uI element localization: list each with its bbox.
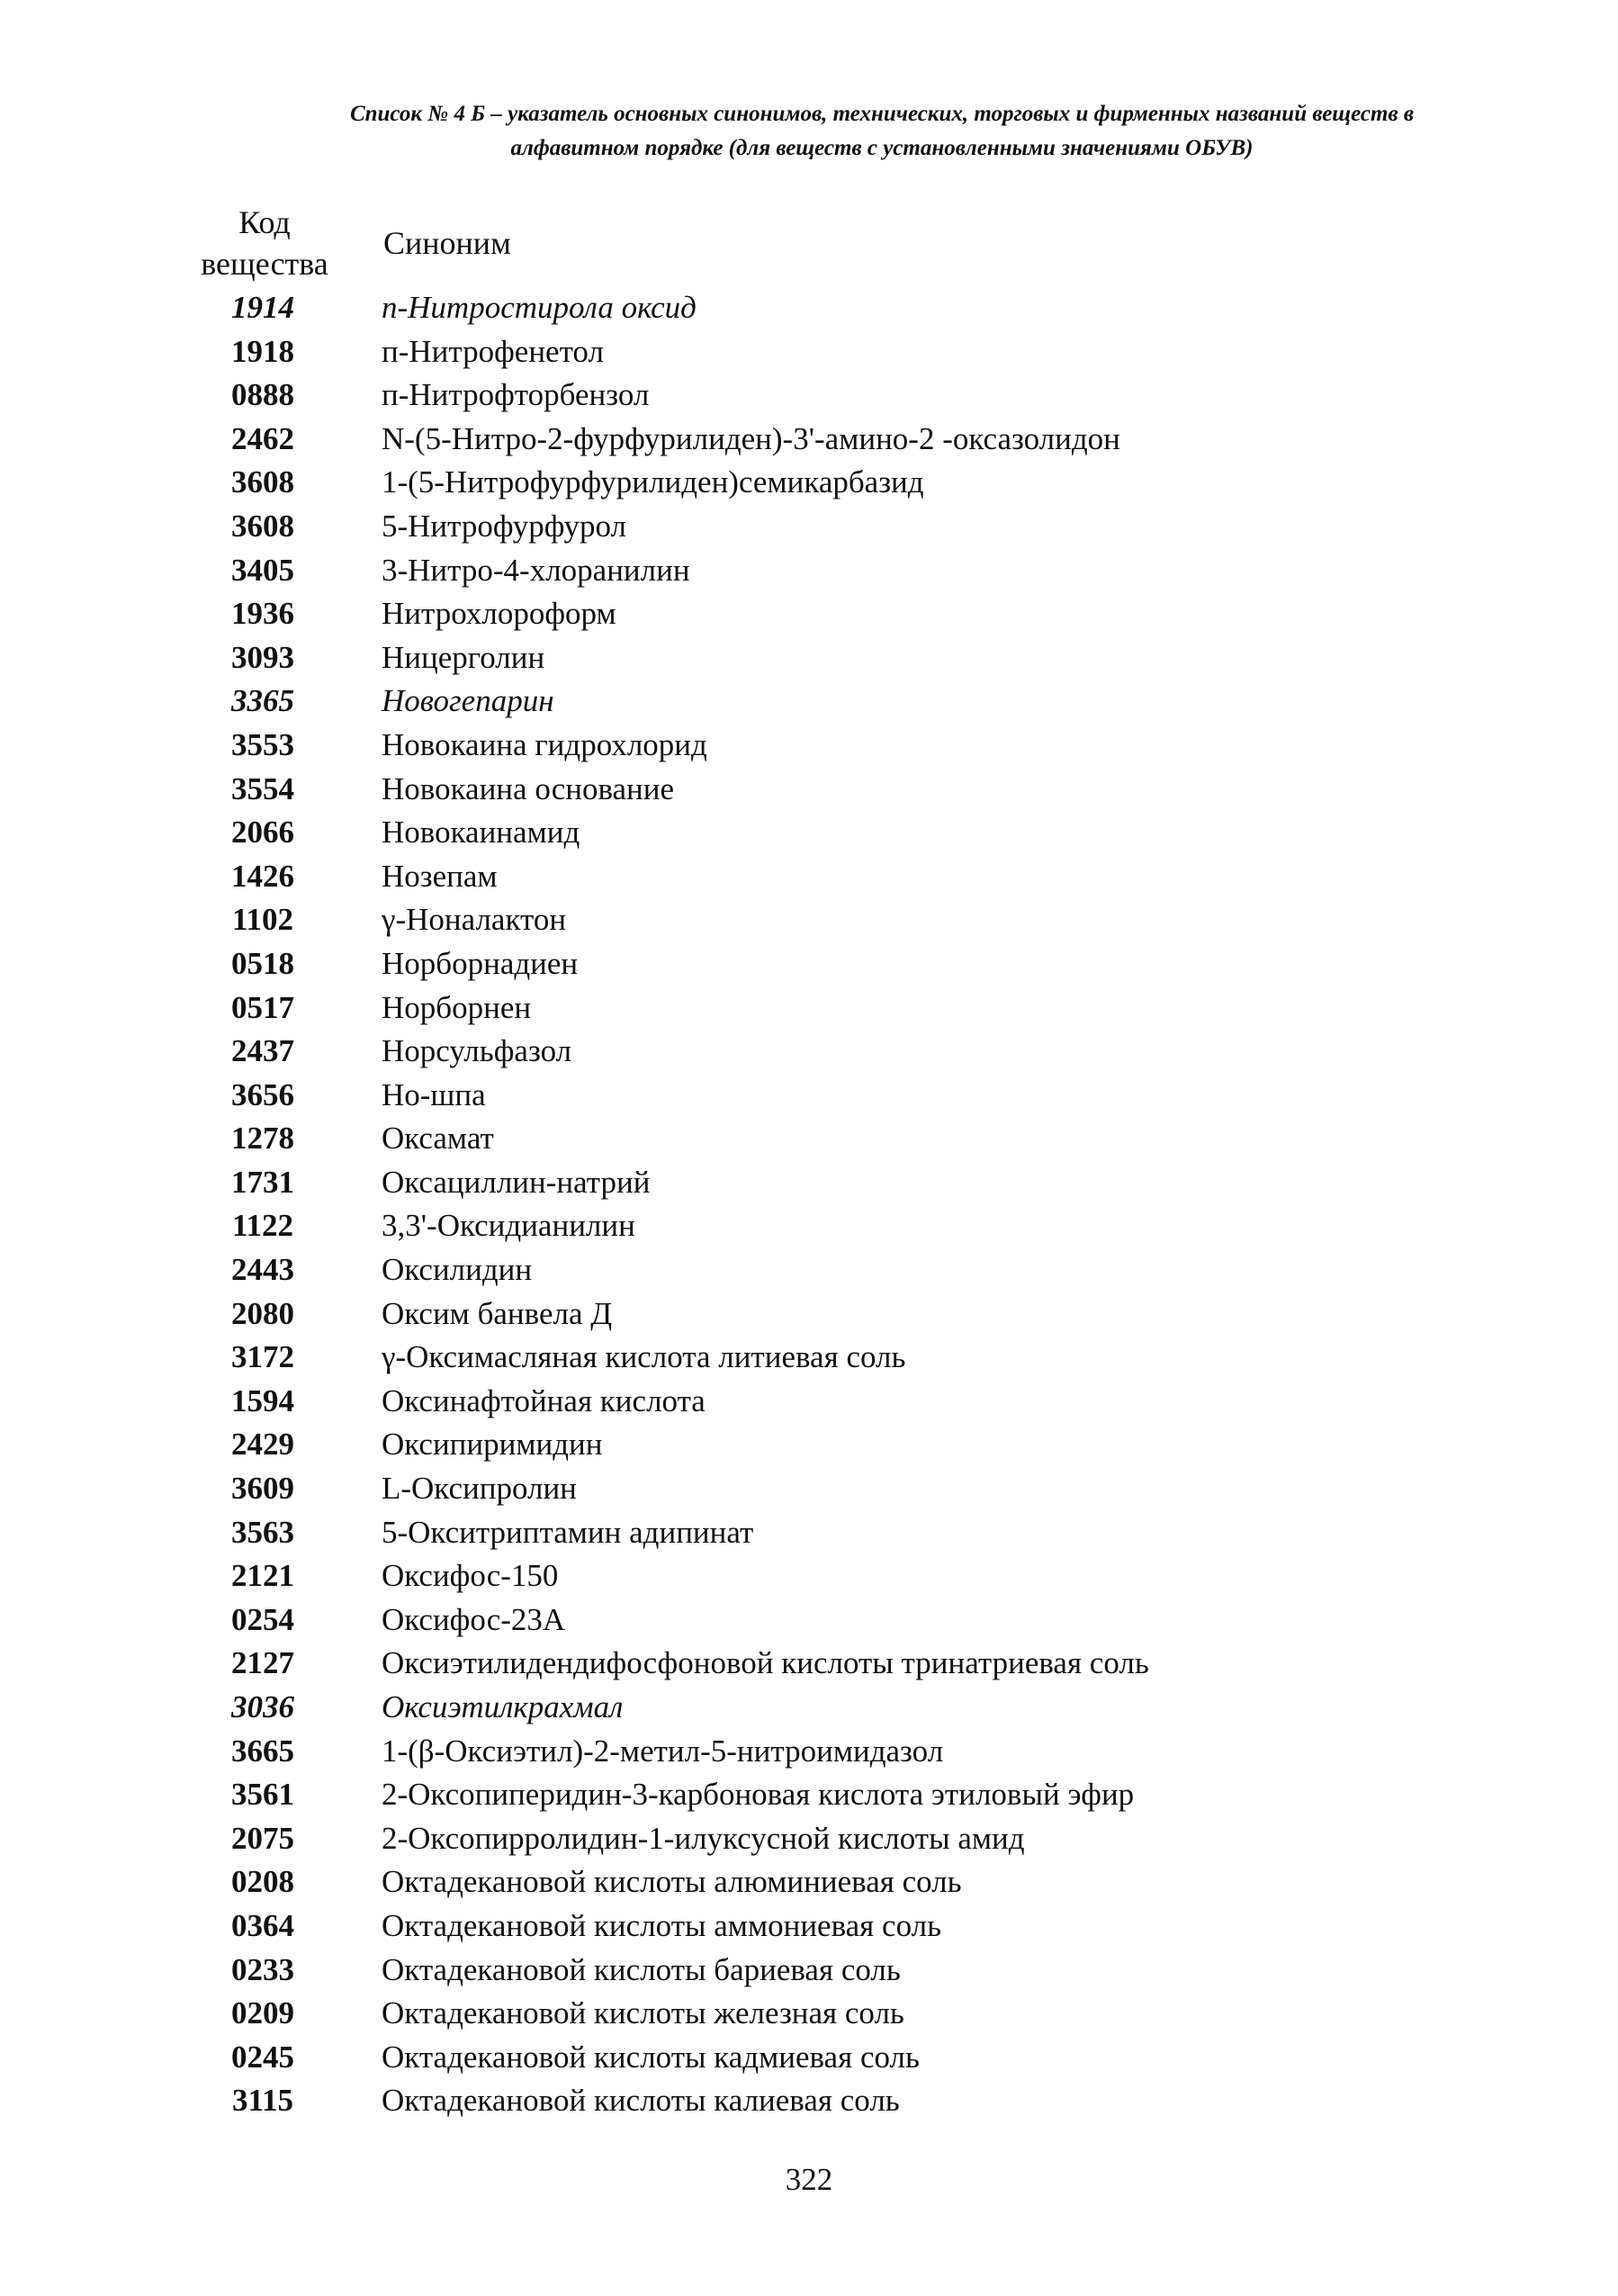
- substance-code: 0209: [231, 1995, 294, 2031]
- substance-code: 2462: [231, 420, 294, 456]
- synonym-name: Оксамат: [382, 1121, 494, 1157]
- table-row: [0, 898, 1618, 942]
- list-header-line-1: Список № 4 Б – указатель основных синонимов, технических, торговых и фирменных названий веществ в: [349, 102, 1415, 126]
- substance-code: 1918: [231, 333, 294, 369]
- substance-code: 0233: [231, 1951, 294, 1987]
- table-row: [0, 1467, 1618, 1511]
- substance-code: 3608: [231, 464, 294, 500]
- table-row: [0, 1860, 1618, 1904]
- substance-code: 3093: [231, 639, 294, 675]
- table-row: [0, 1904, 1618, 1949]
- table-row: [0, 1598, 1618, 1643]
- table-row: [0, 1117, 1618, 1161]
- table-row: [0, 505, 1618, 549]
- synonym-name: Октадекановой кислоты кадмиевая соль: [382, 2039, 920, 2075]
- substance-code: 1594: [231, 1382, 294, 1418]
- table-row: [0, 768, 1618, 812]
- synonym-name: Оксифос-23А: [382, 1601, 566, 1637]
- table-row: [0, 2079, 1618, 2123]
- substance-code: 2127: [231, 1645, 294, 1681]
- table-row: [0, 374, 1618, 418]
- synonym-name: 5-Нитрофурфурол: [382, 508, 627, 544]
- table-row: [0, 592, 1618, 636]
- table-row: [0, 286, 1618, 330]
- synonym-name: Новогепарин: [382, 683, 554, 719]
- substance-code: 3365: [231, 683, 294, 719]
- synonym-name: Новокаина основание: [382, 770, 675, 806]
- synonym-name: 1-(5-Нитрофурфурилиден)семикарбазид: [382, 464, 924, 500]
- substance-code: 1914: [231, 290, 294, 325]
- table-row: [0, 1511, 1618, 1555]
- synonym-name: Оксациллин-натрий: [382, 1164, 651, 1200]
- synonym-name: Октадекановой кислоты железная соль: [382, 1995, 904, 2031]
- table-row: [0, 330, 1618, 374]
- table-row: [0, 1248, 1618, 1292]
- substance-code: 1731: [231, 1164, 294, 1200]
- substance-code: 1426: [231, 858, 294, 894]
- substance-code: 0245: [231, 2039, 294, 2075]
- synonym-name: Нозепам: [382, 858, 498, 894]
- synonym-name: п-Нитрофторбензол: [382, 377, 650, 413]
- synonym-name: L-Оксипролин: [382, 1471, 577, 1507]
- substance-code: 2121: [231, 1558, 294, 1594]
- synonym-name: Оксипиримидин: [382, 1427, 603, 1463]
- synonym-name: Новокаинамид: [382, 815, 580, 851]
- table-row: [0, 986, 1618, 1031]
- synonym-name: Октадекановой кислоты калиевая соль: [382, 2083, 900, 2119]
- synonym-name: п-Нитрофенетол: [382, 333, 604, 369]
- substance-code: 3609: [231, 1471, 294, 1507]
- substance-code: 3405: [231, 552, 294, 588]
- table-row: [0, 1817, 1618, 1861]
- synonym-name: γ-Ноналактон: [382, 902, 567, 938]
- synonym-name: Ницерголин: [382, 639, 545, 675]
- table-row: [0, 1030, 1618, 1074]
- column-header-synonym: Синоним: [383, 225, 511, 261]
- table-row: [0, 418, 1618, 462]
- table-row: [0, 1380, 1618, 1424]
- synonym-name: Октадекановой кислоты алюминиевая соль: [382, 1864, 962, 1900]
- synonym-name: 5-Окситриптамин адипинат: [382, 1514, 754, 1550]
- synonym-name: 2-Оксопиперидин-3-карбоновая кислота этиловый эфир: [382, 1777, 1135, 1813]
- synonym-name: 2-Оксопирролидин-1-илуксусной кислоты амид: [382, 1820, 1025, 1856]
- substance-code: 3036: [231, 1689, 294, 1724]
- substance-code: 3561: [231, 1777, 294, 1813]
- substance-code: 3665: [231, 1733, 294, 1769]
- table-row: [0, 680, 1618, 724]
- column-header-code-line-2: вещества: [201, 246, 328, 282]
- table-row: [0, 636, 1618, 680]
- synonym-name: Оксифос-150: [382, 1558, 559, 1594]
- substance-code: 2066: [231, 815, 294, 851]
- table-row: [0, 724, 1618, 768]
- table-row: [0, 549, 1618, 593]
- substance-code: 3172: [231, 1339, 294, 1375]
- substance-code: 0254: [231, 1601, 294, 1637]
- substance-code: 2443: [231, 1252, 294, 1288]
- synonym-name: γ-Оксимасляная кислота литиевая соль: [382, 1339, 906, 1375]
- table-row: [0, 1074, 1618, 1118]
- synonym-name: 3,3'-Оксидианилин: [382, 1208, 635, 1244]
- substance-code: 0888: [231, 377, 294, 413]
- column-header-code-line-1: Код: [238, 204, 291, 240]
- table-row: [0, 461, 1618, 505]
- substance-code: 2437: [231, 1033, 294, 1069]
- table-row: [0, 942, 1618, 986]
- synonym-name: Норборнадиен: [382, 945, 579, 981]
- substance-code: 3553: [231, 726, 294, 762]
- table-row: [0, 855, 1618, 899]
- table-row: [0, 1642, 1618, 1686]
- substance-code: 3656: [231, 1076, 294, 1112]
- substance-code: 3115: [231, 2083, 294, 2119]
- substance-code: 3563: [231, 1514, 294, 1550]
- synonym-name: п-Нитростирола оксид: [382, 290, 697, 325]
- synonym-name: Нитрохлороформ: [382, 596, 616, 632]
- substance-code: 0517: [231, 989, 294, 1025]
- synonym-name: Оксим банвела Д: [382, 1295, 613, 1331]
- synonym-name: 3-Нитро-4-хлоранилин: [382, 552, 690, 588]
- synonym-name: Оксиэтилидендифосфоновой кислоты тринатриевая соль: [382, 1645, 1149, 1681]
- substance-code: 1278: [231, 1121, 294, 1157]
- substance-code: 1102: [231, 902, 294, 938]
- table-row: [0, 1204, 1618, 1248]
- substance-code: 1122: [231, 1208, 294, 1244]
- table-row: [0, 1686, 1618, 1730]
- table-row: [0, 1949, 1618, 1993]
- substance-code: 2080: [231, 1295, 294, 1331]
- synonym-name: Оксиэтилкрахмал: [382, 1689, 624, 1724]
- list-header-line-2: алфавитном порядке (для веществ с установленными значениями ОБУВ): [510, 136, 1254, 160]
- synonym-name: Новокаина гидрохлорид: [382, 726, 707, 762]
- synonym-name: Октадекановой кислоты аммониевая соль: [382, 1907, 942, 1943]
- synonym-table-body: [0, 286, 1618, 2123]
- synonym-name: Оксинафтойная кислота: [382, 1382, 706, 1418]
- substance-code: 0208: [231, 1864, 294, 1900]
- table-row: [0, 1423, 1618, 1467]
- table-row: [0, 1292, 1618, 1337]
- synonym-name: Но-шпа: [382, 1076, 486, 1112]
- synonym-name: 1-(β-Оксиэтил)-2-метил-5-нитроимидазол: [382, 1733, 944, 1769]
- synonym-name: Оксилидин: [382, 1252, 533, 1288]
- substance-code: 0518: [231, 945, 294, 981]
- column-header-code: [193, 202, 337, 284]
- table-row: [0, 1554, 1618, 1598]
- substance-code: 2075: [231, 1820, 294, 1856]
- page-number: 322: [785, 2162, 833, 2197]
- table-row: [0, 811, 1618, 855]
- substance-code: 1936: [231, 596, 294, 632]
- table-row: [0, 1161, 1618, 1205]
- table-row: [0, 2036, 1618, 2080]
- substance-code: 2429: [231, 1427, 294, 1463]
- substance-code: 0364: [231, 1907, 294, 1943]
- table-row: [0, 1336, 1618, 1380]
- synonym-name: Норборнен: [382, 989, 532, 1025]
- list-header: [180, 97, 1584, 166]
- table-row: [0, 1773, 1618, 1817]
- table-row: [0, 1992, 1618, 2036]
- synonym-name: Октадекановой кислоты бариевая соль: [382, 1951, 901, 1987]
- synonym-name: N-(5-Нитро-2-фурфурилиден)-3'-амино-2 -оксазолидон: [382, 420, 1120, 456]
- substance-code: 3554: [231, 770, 294, 806]
- substance-code: 3608: [231, 508, 294, 544]
- table-row: [0, 1730, 1618, 1774]
- synonym-name: Норсульфазол: [382, 1033, 572, 1069]
